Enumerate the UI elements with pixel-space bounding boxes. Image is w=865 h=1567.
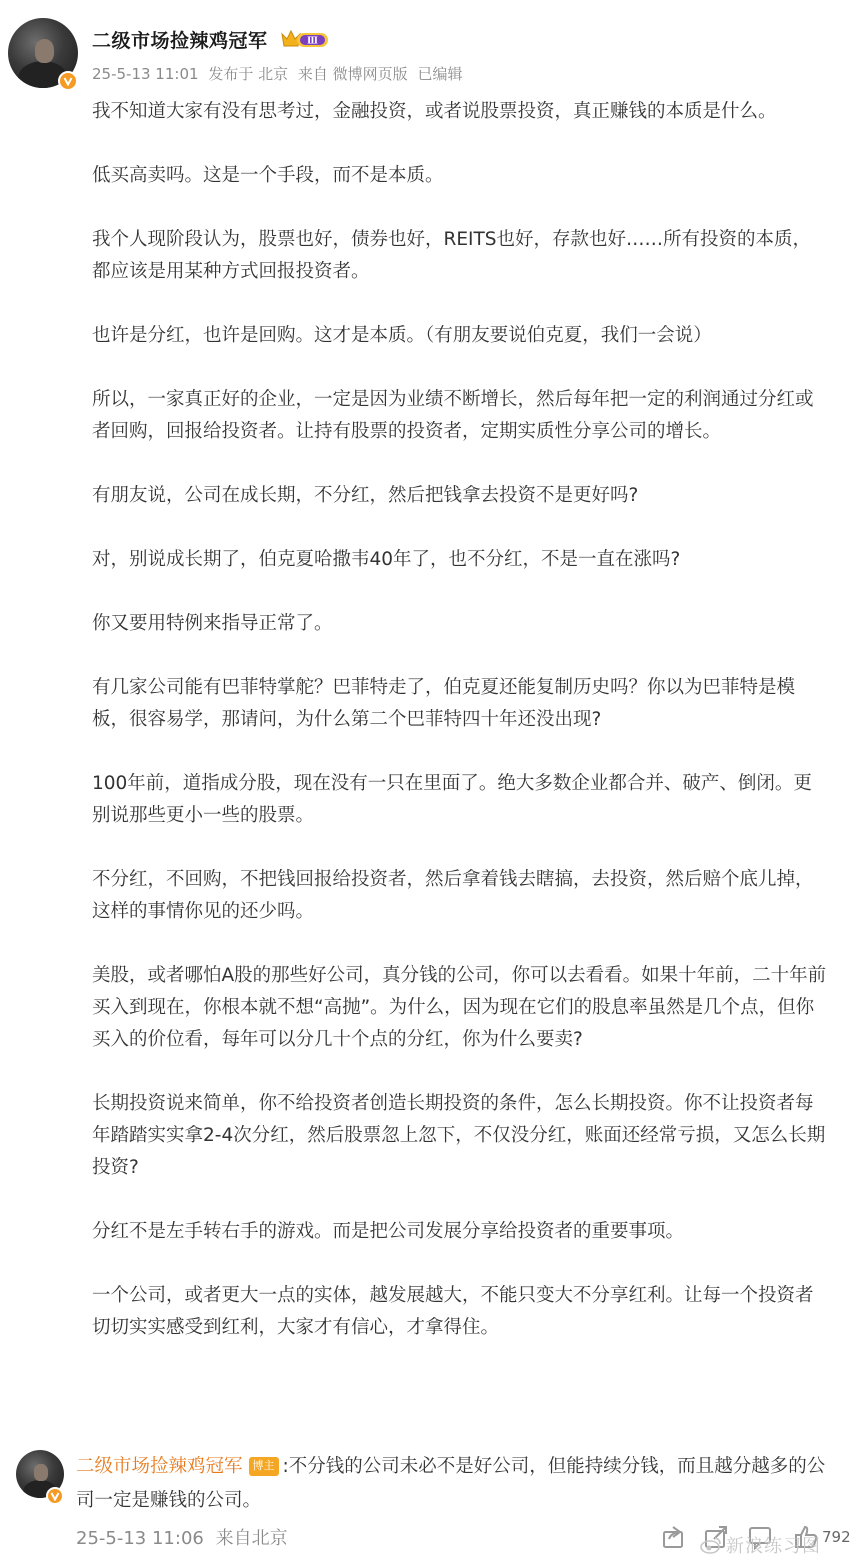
- post-meta: [92, 63, 467, 84]
- post-paragraph: 分红不是左手转右手的游戏。而是把公司发展分享给投资者的重要事项。: [92, 1221, 685, 1242]
- share-button[interactable]: [660, 1521, 688, 1553]
- level-badge-text: Ⅲ: [307, 36, 318, 47]
- post-edited-label[interactable]: 已编辑: [417, 65, 463, 83]
- author-name[interactable]: 二级市场捡辣鸡冠军: [92, 30, 268, 52]
- post-paragraph: 100年前，道指成分股，现在没有一只在里面了。绝大多数企业都合并、破产、倒闭。更别说那些更小一些的股票。: [92, 773, 812, 826]
- site-watermark: [700, 1532, 821, 1558]
- watermark-text: 新浪练习图: [726, 1536, 821, 1557]
- share-icon: [660, 1523, 688, 1551]
- post-paragraph: 长期投资说来简单，你不给投资者创造长期投资的条件，怎么长期投资。你不让投资者每年踏踏实实拿2-4次分红，然后股票忽上忽下，不仅没分红，账面还经常亏损，又怎么长期投资?: [92, 1093, 826, 1178]
- post-source: 来自 微博网页版: [297, 65, 408, 83]
- comment-item: [76, 1450, 841, 1518]
- comment-date: 25-5-13 11:06: [76, 1528, 204, 1549]
- verified-v-icon: [58, 71, 78, 91]
- post-paragraph: 也许是分红，也许是回购。这才是本质。（有朋友要说伯克夏，我们一会说）: [92, 325, 712, 346]
- post-paragraph: 有朋友说，公司在成长期，不分红，然后把钱拿去投资不是更好吗?: [92, 485, 639, 506]
- comment-meta: [76, 1524, 294, 1550]
- post-paragraph: 我个人现阶段认为，股票也好，债券也好，REITS也好，存款也好……所有投资的本质，都应该是用某种方式回报投资者。: [92, 229, 812, 282]
- post-paragraph: 低买高卖吗。这是一个手段，而不是本质。: [92, 165, 444, 186]
- verified-v-icon: [46, 1487, 64, 1505]
- post-paragraph: 有几家公司能有巴菲特掌舵？巴菲特走了，伯克夏还能复制历史吗？你以为巴菲特是模板，很容易学，那请问，为什么第二个巴菲特四十年还没出现?: [92, 677, 796, 730]
- comment-author[interactable]: 二级市场捡辣鸡冠军: [76, 1456, 243, 1477]
- comment-text: :不分钱的公司未必不是好公司，但能持续分钱，而且越分越多的公司一定是赚钱的公司。: [76, 1456, 826, 1511]
- post-paragraph: 对，别说成长期了，伯克夏哈撒韦40年了，也不分红，不是一直在涨吗?: [92, 549, 681, 570]
- host-tag-badge: 博主: [249, 1457, 279, 1476]
- post-paragraph: 美股，或者哪怕A股的那些好公司，真分钱的公司，你可以去看看。如果十年前，二十年前买入到现在，你根本就不想“高抛”。为什么，因为现在它们的股息率虽然是几个点，但你买入的价位看，每年可以分几十个点的分红，你为什么要卖?: [92, 965, 827, 1050]
- post-paragraph: 不分红，不回购，不把钱回报给投资者，然后拿着钱去瞎搞，去投资，然后赔个底儿掉，这样的事情你见的还少吗。: [92, 869, 814, 922]
- weibo-eye-icon: [700, 1536, 722, 1554]
- post-paragraph: 你又要用特例来指导正常了。: [92, 613, 333, 634]
- post-paragraph: 一个公司，或者更大一点的实体，越发展越大，不能只变大不分享红利。让每一个投资者切切实实感受到红利，大家才有信心，才拿得住。: [92, 1285, 814, 1338]
- post-location: 发布于 北京: [208, 65, 289, 83]
- post-paragraph: 所以，一家真正好的企业，一定是因为业绩不断增长，然后每年把一定的利润通过分红或者回购，回报给投资者。让持有股票的投资者，定期实质性分享公司的增长。: [92, 389, 814, 442]
- post-date[interactable]: 25-5-13 11:01: [92, 65, 199, 83]
- post-paragraph: 我不知道大家有没有思考过，金融投资，或者说股票投资，真正赚钱的本质是什么。: [92, 101, 777, 122]
- like-count: 792: [822, 1528, 851, 1546]
- post-content: [92, 96, 827, 1344]
- level-crown-badge-icon[interactable]: [280, 28, 330, 50]
- comment-source: 来自北京: [215, 1528, 288, 1549]
